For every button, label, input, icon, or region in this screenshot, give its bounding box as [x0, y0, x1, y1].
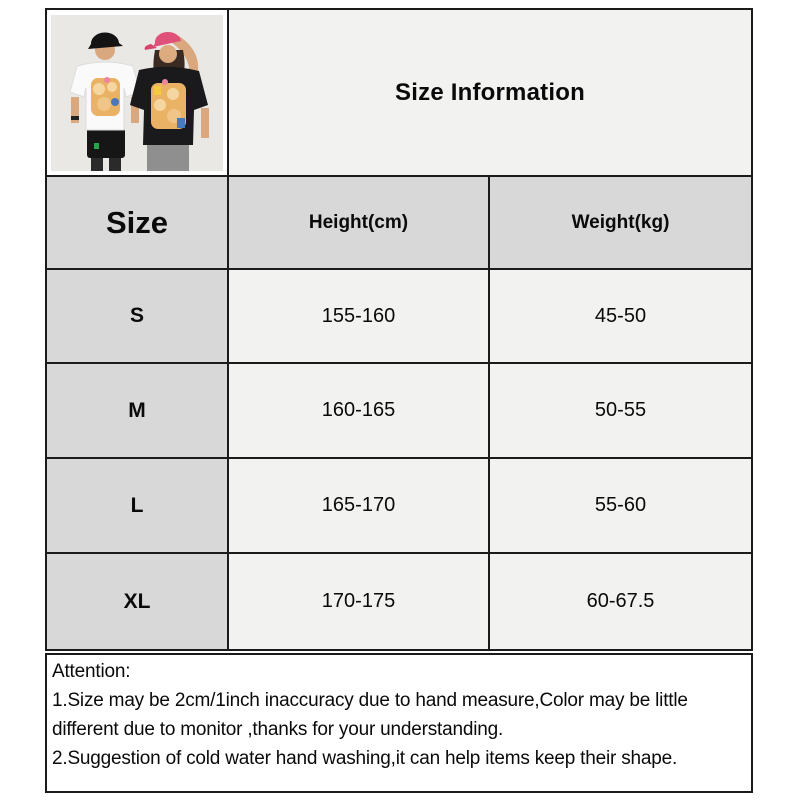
green-corner-marker [229, 10, 242, 11]
row-m-size-label: M [47, 364, 227, 457]
size-table [45, 8, 753, 651]
attention-line: 2.Suggestion of cold water hand washing,it can help items keep their shape. [52, 748, 678, 769]
size-information-title: Size Information [395, 78, 585, 106]
row-m-weight-value: 50-55 [490, 364, 751, 457]
attention-line: 1.Size may be 2cm/1inch inaccuracy due to hand measure,Color may be little [52, 690, 688, 711]
row-m-height-value: 160-165 [229, 364, 488, 457]
row-l-height-value: 165-170 [229, 459, 488, 552]
row-xl-weight-value: 60-67.5 [490, 554, 751, 649]
attention-note-box [45, 653, 753, 793]
row-xl-size-label: XL [47, 554, 227, 649]
column-header-size: Size [47, 177, 227, 268]
attention-line: different due to monitor ,thanks for your understanding. [52, 719, 504, 740]
row-s-height-value: 155-160 [229, 270, 488, 362]
product-photo [47, 10, 227, 175]
title-cell [229, 10, 751, 175]
models-illustration [47, 10, 227, 175]
row-s-weight-value: 45-50 [490, 270, 751, 362]
row-xl-height-value: 170-175 [229, 554, 488, 649]
row-s-size-label: S [47, 270, 227, 362]
column-header-height: Height(cm) [229, 177, 488, 268]
row-l-size-label: L [47, 459, 227, 552]
column-header-weight: Weight(kg) [490, 177, 751, 268]
attention-heading: Attention: [52, 661, 131, 682]
row-l-weight-value: 55-60 [490, 459, 751, 552]
